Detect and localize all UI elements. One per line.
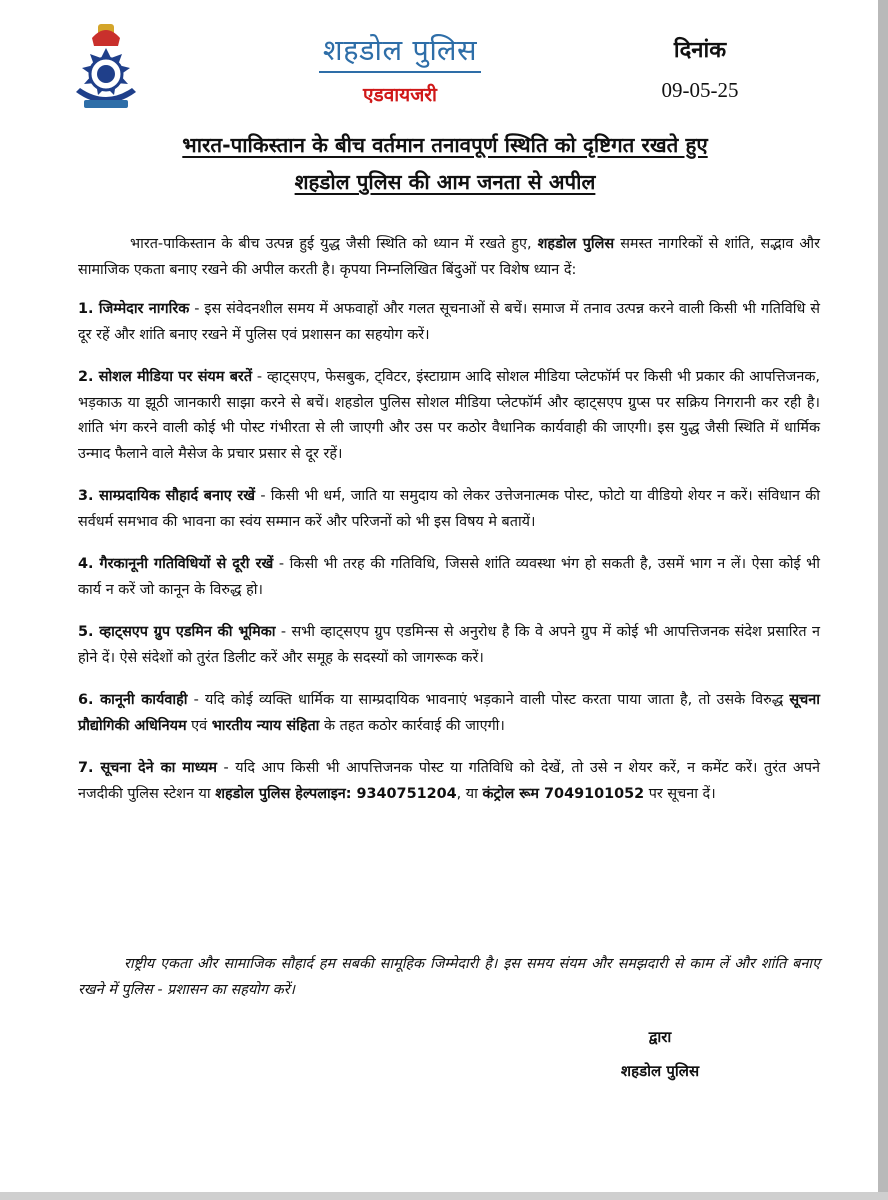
item-text: एवं bbox=[186, 717, 212, 734]
signature-block bbox=[580, 1020, 740, 1088]
item-text: - यदि कोई व्यक्ति धार्मिक या साम्प्रदायिक भावनाएं भड़काने वाली पोस्ट करता पाया जाता है, तो उसके विरुद्ध bbox=[187, 692, 790, 708]
date-block bbox=[640, 34, 760, 103]
intro-text-2: समस्त नागरिकों से शांति, सद्भाव और सामाजिक एकता बनाए रखने की अपील करती है। कृपया निम्नलिखित बिंदुओं पर विशेष ध्यान दें: bbox=[78, 236, 820, 278]
brand-subtitle: एडवायजरी bbox=[363, 84, 437, 106]
item-bold: भारतीय न्याय संहिता bbox=[211, 717, 320, 734]
scan-bottom-edge bbox=[0, 1192, 888, 1200]
item-title: 2. सोशल मीडिया पर संयम बरतें bbox=[78, 369, 253, 385]
brand-header bbox=[280, 30, 520, 107]
advisory-item-4 bbox=[78, 552, 820, 603]
advisory-item-2 bbox=[78, 365, 820, 467]
closing-paragraph: राष्ट्रीय एकता और सामाजिक सौहार्द हम सबकी सामूहिक जिम्मेदारी है। इस समय संयम और समझदारी से काम लें और शांति बनाए रखने में पुलिस - प्रशासन का सहयोग करें। bbox=[78, 956, 820, 998]
intro-bold: शहडोल पुलिस bbox=[537, 236, 615, 252]
advisory-item-5 bbox=[78, 620, 820, 671]
item-text: - इस संवेदनशील समय में अफवाहों और गलत सूचनाओं से बचें। समाज में तनाव उत्पन्न करने वाली किसी भी गतिविधि से दूर रहें और शांति बनाए रखने में पुलिस एवं प्रशासन का सहयोग करें। bbox=[78, 301, 820, 343]
date-label: दिनांक bbox=[673, 38, 727, 63]
advisory-item-7 bbox=[78, 756, 820, 807]
headline-line-1: भारत-पाकिस्तान के बीच वर्तमान तनावपूर्ण स्थिति को दृष्टिगत रखते हुए bbox=[182, 133, 708, 157]
item-title: 4. गैरकानूनी गतिविधियों से दूरी रखें bbox=[78, 556, 274, 572]
item-title: 1. जिम्मेदार नागरिक bbox=[78, 301, 190, 317]
advisory-item-6 bbox=[78, 688, 820, 739]
item-bold: शहडोल पुलिस हेल्पलाइन: 9340751204 bbox=[215, 785, 457, 802]
item-text: के तहत कठोर कार्रवाई की जाएगी। bbox=[319, 717, 505, 734]
headline-line-2: शहडोल पुलिस की आम जनता से अपील bbox=[294, 170, 596, 194]
headline bbox=[60, 127, 830, 201]
item-text: - किसी भी धर्म, जाति या समुदाय को लेकर उत्तेजनात्मक पोस्ट, फोटो या वीडियो शेयर न करें। संविधान की सर्वधर्म समभाव की भावना का स्वंय सम्मान करें और परिजनों को भी इस विषय मे बतायें। bbox=[78, 488, 821, 530]
item-bold: सूचना प्रौद्योगिकी अधिनियम bbox=[78, 692, 821, 734]
scan-right-edge bbox=[878, 0, 888, 1200]
item-text: - किसी भी तरह की गतिविधि, जिससे शांति व्यवस्था भंग हो सकती है, उसमें भाग न लें। ऐसा कोई भी कार्य न करें जो कानून के विरुद्ध हो। bbox=[78, 556, 820, 598]
item-title: 5. व्हाट्सएप ग्रुप एडमिन की भूमिका bbox=[78, 624, 276, 640]
brand-title: शहडोल पुलिस bbox=[319, 30, 481, 73]
intro-paragraph bbox=[78, 232, 820, 283]
item-text: - यदि आप किसी भी आपत्तिजनक पोस्ट या गतिविधि को देखें, तो उसे न शेयर करें, न कमेंट करें। तुरंत अपने नजदीकी पुलिस स्टेशन या bbox=[78, 760, 820, 802]
item-text: - सभी व्हाट्सएप ग्रुप एडमिन्स से अनुरोध है कि वे अपने ग्रुप में कोई भी आपत्तिजनक संदेश प्रसारित न होने दें। ऐसे संदेशों को तुरंत डिलीट करें और समूह के सदस्यों को जागरूक करें। bbox=[78, 624, 820, 666]
item-title: 7. सूचना देने का माध्यम bbox=[78, 760, 218, 776]
item-text: , या bbox=[456, 785, 483, 802]
advisory-item-1 bbox=[78, 297, 820, 348]
intro-text-1: भारत-पाकिस्तान के बीच उत्पन्न हुई युद्ध जैसी स्थिति को ध्यान में रखते हुए, bbox=[130, 236, 532, 252]
item-title: 6. कानूनी कार्यवाही bbox=[78, 692, 188, 708]
date-value: 09-05-25 bbox=[661, 78, 739, 102]
item-bold: कंट्रोल रूम 7049101052 bbox=[482, 785, 645, 802]
signature-by: द्वारा bbox=[648, 1028, 672, 1046]
item-title: 3. साम्प्रदायिक सौहार्द बनाए रखें bbox=[78, 488, 256, 504]
advisory-item-3 bbox=[78, 484, 820, 535]
police-emblem-icon bbox=[62, 18, 150, 114]
advisory-body bbox=[78, 232, 820, 824]
signature-name: शहडोल पुलिस bbox=[620, 1062, 700, 1080]
item-text: - व्हाट्सएप, फेसबुक, ट्विटर, इंस्टाग्राम आदि सोशल मीडिया प्लेटफॉर्म पर किसी भी प्रकार की आपत्तिजनक, भड़काऊ या झूठी जानकारी साझा करने से बचें। शहडोल पुलिस सोशल मीडिया प्लेटफॉर्म और व्हाट्सएप ग्रुप्स पर सक्रिय निगरानी कर रही है। शांति भंग करने वाली कोई भी पोस्ट गंभीरता से ली जाएगी और उस पर कठोर वैधानिक कार्यवाही की जाएगी। इस युद्ध जैसी स्थिति में धार्मिक उन्माद फैलाने वाले मैसेज के प्रचार प्रसार से दूर रहें। bbox=[78, 369, 820, 462]
item-text: पर सूचना दें। bbox=[644, 785, 716, 802]
